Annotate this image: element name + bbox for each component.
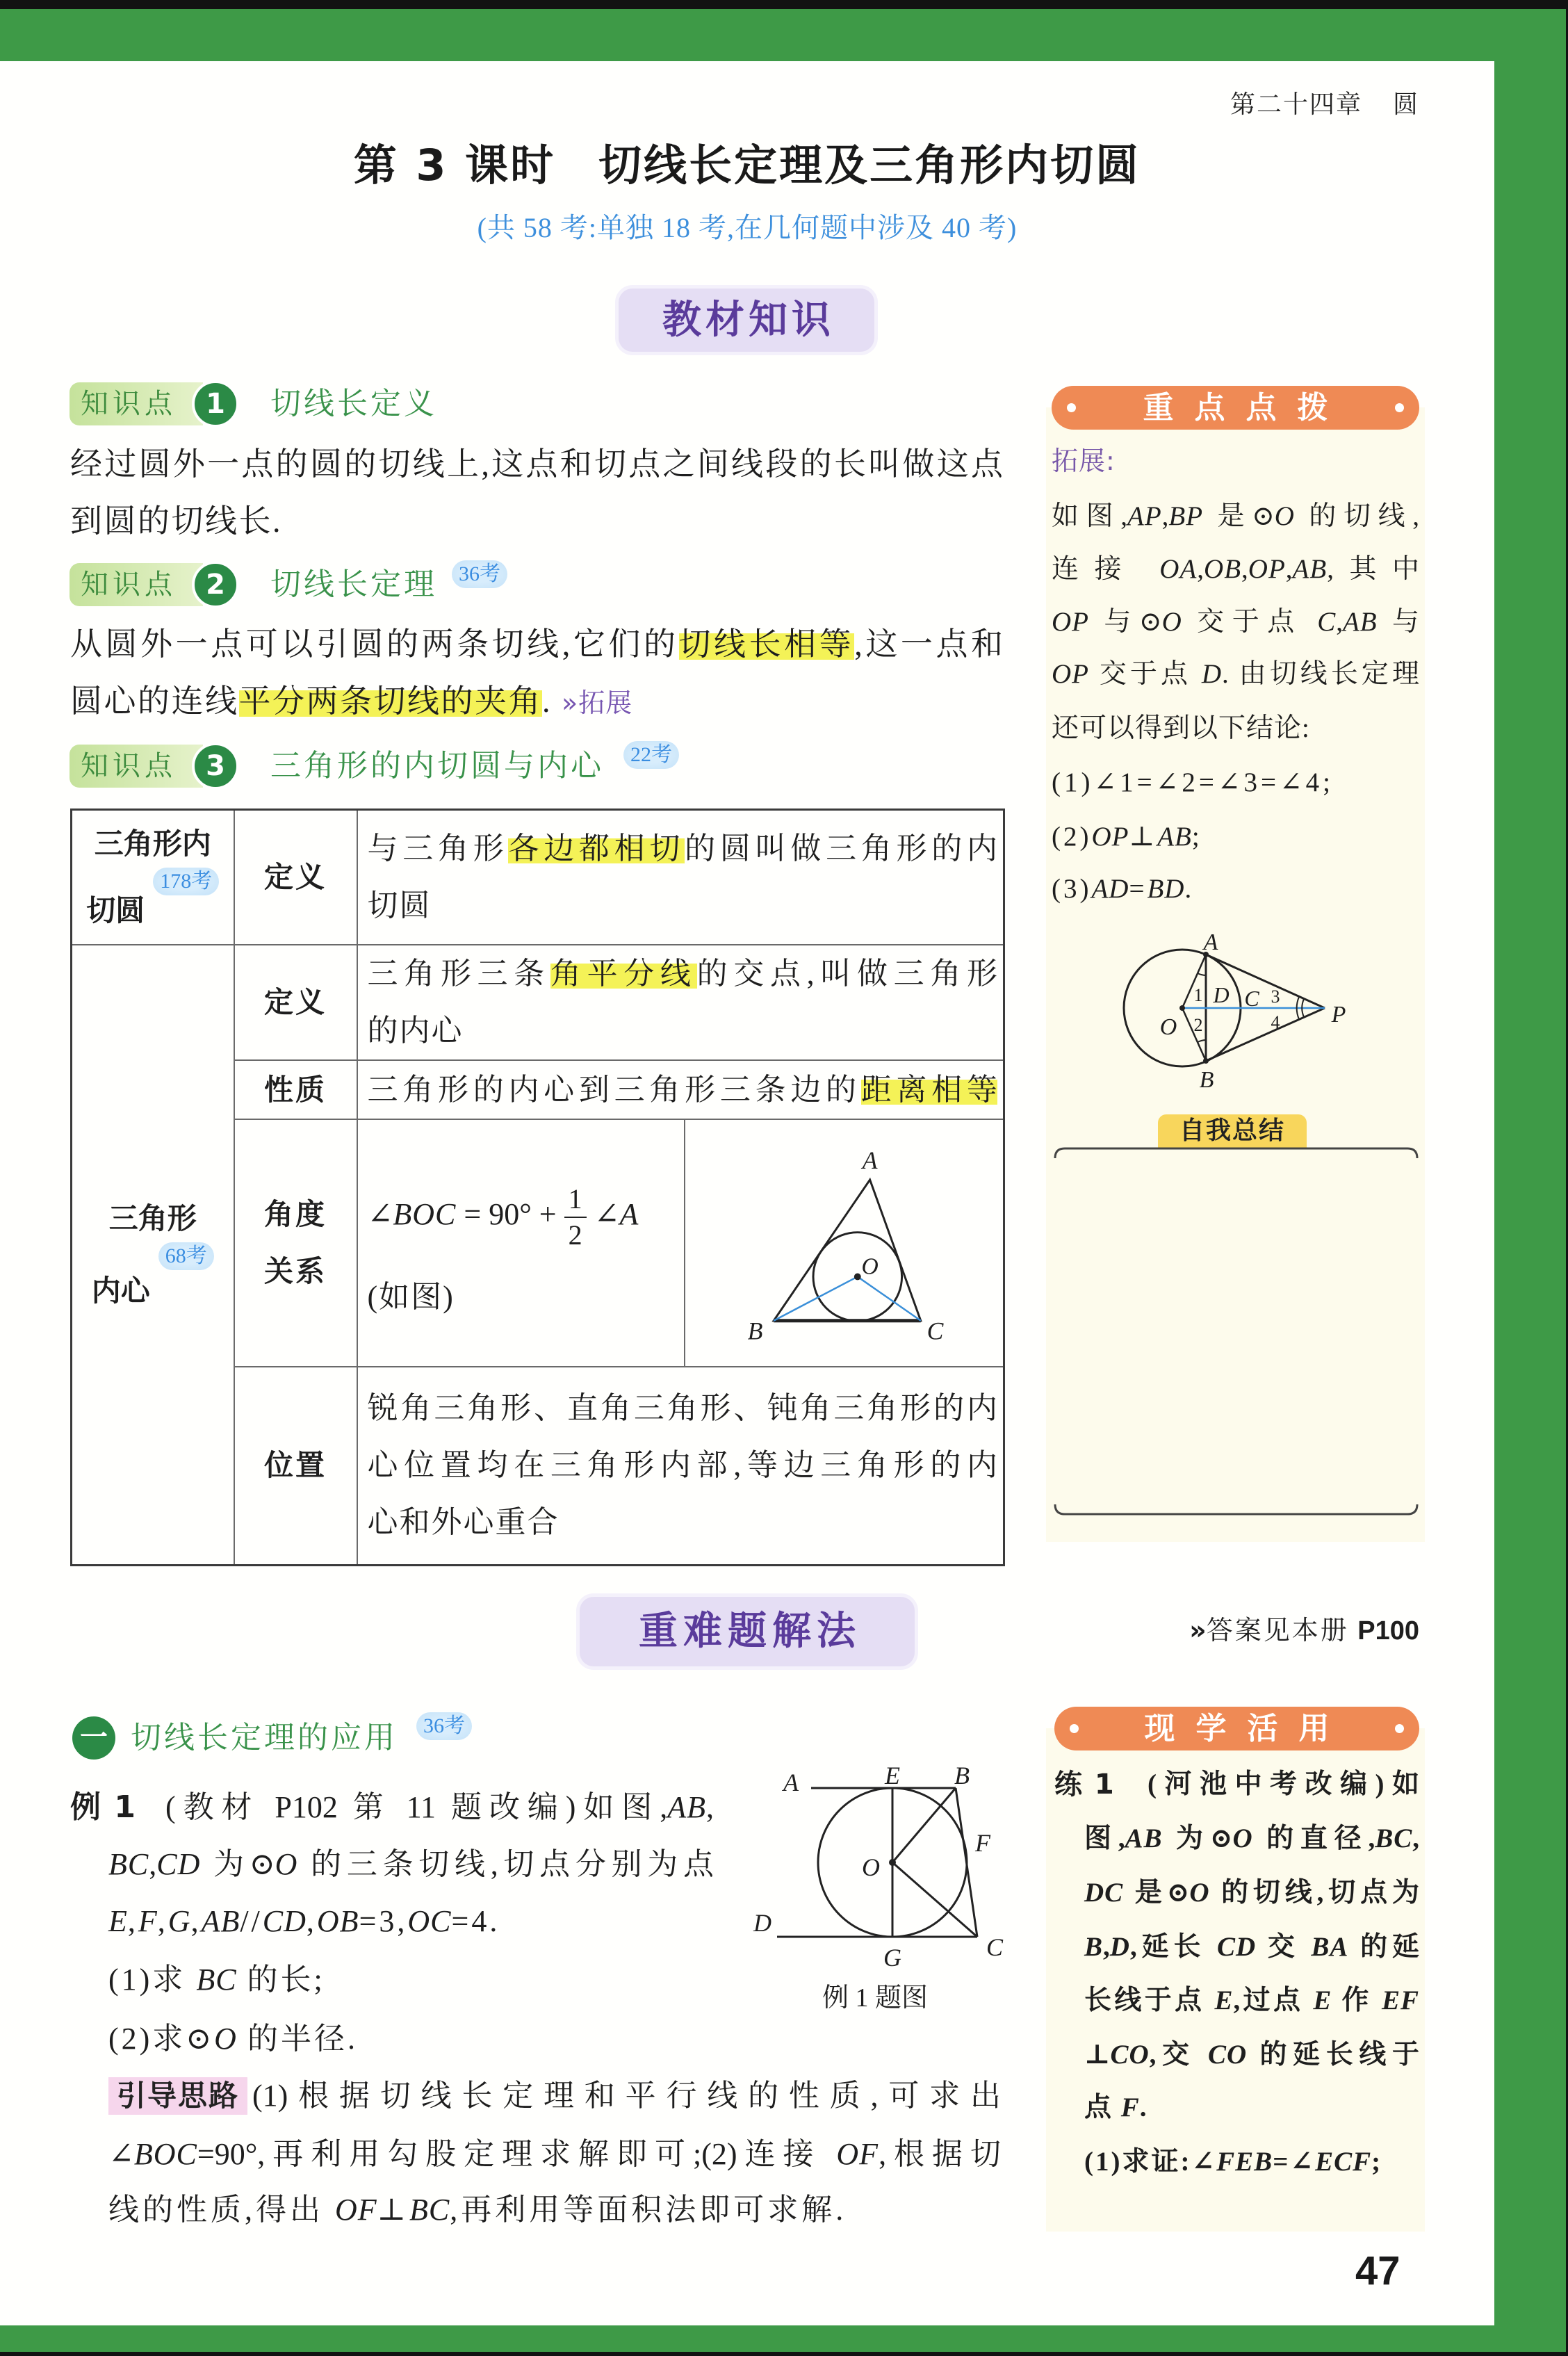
tips-line [1052, 497, 1419, 536]
incenter-exam-count-badge: 68考 [158, 1242, 214, 1270]
math-var: OF [836, 2137, 879, 2171]
table-cell [357, 945, 1004, 1060]
math-var: O [214, 2022, 237, 2056]
field-label: 性质 [234, 1060, 357, 1119]
kp1-title: 切线长定义 [270, 386, 437, 421]
example-question-1 [108, 1959, 325, 2001]
kp1-badge: 知识点 [70, 382, 203, 425]
cell-line [368, 945, 998, 1002]
text: ,再利用等面积法即可求解. [450, 2193, 847, 2227]
text: =3, [359, 1904, 408, 1938]
kp2-text-line [70, 681, 632, 722]
text: 还可以得到以下结论: [1052, 713, 1310, 743]
text: 的切线,切点为 [1209, 1878, 1419, 1908]
formula-note: (如图) [367, 1280, 455, 1314]
text: 经过圆外一点的圆的切线上,这点和切点之间线段的长叫做这点 [70, 446, 1003, 482]
formula-var: A [619, 1197, 639, 1231]
tips-line [1052, 550, 1419, 589]
highlight: 切线长相等 [678, 626, 855, 662]
text: , [1103, 1932, 1110, 1962]
math-var: BC [196, 1963, 237, 1997]
formula-cell [357, 1119, 685, 1367]
practice-line [1084, 1819, 1419, 1858]
lesson-prefix: 第 3 课时 [353, 140, 556, 190]
math-var: E [1214, 1985, 1234, 2015]
tangent-bc [956, 1788, 977, 1937]
math-var: O [1232, 1823, 1253, 1853]
text: 是⊙ [1123, 1878, 1190, 1908]
math-var: O [1189, 1878, 1210, 1908]
highlight: 距离相等 [860, 1072, 998, 1107]
scan-bottom-edge [0, 2352, 1568, 2356]
text: 点 [1084, 2093, 1121, 2122]
math-var: BD [1147, 874, 1185, 904]
text: 心和外心重合 [367, 1505, 560, 1540]
text: , [149, 1847, 157, 1881]
label-o: O [1159, 1014, 1177, 1040]
text: . [542, 683, 552, 719]
dot-icon [1070, 1724, 1079, 1733]
text: , [1412, 1823, 1419, 1853]
example-1-figure [751, 1752, 1015, 2016]
label-o: O [862, 1853, 880, 1881]
conclusion-3 [1052, 870, 1419, 909]
text: 的切线, [1294, 501, 1419, 531]
math-var: O [1161, 607, 1182, 637]
math-var: CD [262, 1904, 307, 1938]
kp3-exam-count-badge: 22考 [623, 741, 679, 769]
cell-line [368, 820, 998, 877]
math-var: DC [1084, 1878, 1124, 1908]
text: 长线于点 [1084, 1985, 1215, 2015]
segment-ob [774, 1276, 858, 1320]
cell-line [368, 877, 998, 934]
section-key-problems: 重难题解法 [580, 1597, 915, 1666]
tips-line [1052, 709, 1419, 748]
math-var: BC [409, 2193, 450, 2227]
highlight: 平分两条切线的夹角 [238, 683, 542, 719]
text: (教材 P102 第 11 题改编)如图, [165, 1790, 668, 1824]
answer-reference-text: 答案见本册 [1206, 1616, 1358, 1646]
text: 线的性质,得出 [108, 2193, 335, 2227]
math-var: B [1084, 1932, 1104, 1962]
math-var: CO [1110, 2040, 1150, 2070]
field-label: 定义 [234, 945, 357, 1060]
practice-header-label: 现学活用 [1144, 1711, 1350, 1746]
math-var: CD [156, 1847, 201, 1881]
hint-line [252, 2075, 1001, 2117]
label-e: E [885, 1762, 900, 1789]
fraction-bar [564, 1217, 587, 1218]
text: ; [1371, 2147, 1383, 2177]
example-label: 例 1 [70, 1789, 137, 1825]
text: 的延 [1348, 1932, 1419, 1962]
label-c: C [986, 1933, 1004, 1961]
row-header-line: 三角形内 [94, 827, 211, 861]
exam-stats: (共 58 考:单独 18 考,在几何题中涉及 40 考) [477, 212, 1018, 243]
math-var: OP [1052, 607, 1089, 637]
text: ,过点 [1233, 1985, 1314, 2015]
label-c: C [1244, 986, 1259, 1011]
math-var: D [1201, 659, 1223, 689]
kp2-exam-count-badge: 36考 [452, 560, 507, 588]
math-var: E [108, 1904, 128, 1938]
extension-label: 拓展: [1052, 446, 1116, 476]
extension-reference-link: »拓展 [562, 688, 633, 718]
label-b: B [747, 1317, 762, 1345]
text: . [1139, 2093, 1148, 2122]
math-var: FEB [1216, 2147, 1273, 2177]
tangent-length-figure [1112, 925, 1362, 1098]
incenter-point [854, 1274, 860, 1281]
text: . [1184, 874, 1195, 904]
table-cell [357, 1060, 1004, 1119]
text: (2) [1052, 822, 1092, 852]
text: 到圆的切线长. [70, 503, 282, 539]
math-var: OF [335, 2193, 377, 2227]
double-chevron-icon: » [1189, 1615, 1207, 1646]
kp2-title: 切线长定理 [270, 567, 437, 602]
practice-line [1084, 1981, 1419, 2020]
row-header-line [72, 870, 234, 944]
practice-source: (河池中考改编)如 [1148, 1769, 1419, 1799]
text: 锐角三角形、直角三角形、钝角三角形的内 [367, 1391, 997, 1426]
label-b: B [1199, 1067, 1214, 1093]
text: (1)根据切线长定理和平行线的性质,可求出 [252, 2079, 1001, 2113]
kp1-text-line [70, 444, 1003, 485]
cell-line [368, 1380, 998, 1437]
text: (1)求 [108, 1963, 197, 1997]
segment-ob [892, 1788, 956, 1862]
cell-line [368, 1002, 998, 1059]
text: , [157, 1904, 168, 1938]
scan-top-edge [0, 0, 1568, 9]
point-o [1179, 1005, 1185, 1011]
math-var: OP [1091, 822, 1129, 852]
angle-formula [368, 1173, 639, 1256]
text: 为⊙ [200, 1847, 275, 1881]
kp1-number-icon: 1 [192, 380, 239, 428]
text: 是⊙ [1203, 501, 1275, 531]
math-var: OP [1248, 554, 1286, 584]
section-textbook-knowledge: 教材知识 [619, 289, 874, 352]
text: 从圆外一点可以引圆的两条切线,它们的 [70, 626, 679, 662]
label-a: A [862, 1146, 877, 1175]
answer-page: P100 [1357, 1616, 1419, 1646]
fraction-numerator: 1 [568, 1183, 582, 1214]
point-o [889, 1859, 896, 1866]
tips-line [1052, 603, 1419, 642]
segment-oc [857, 1276, 920, 1320]
field-label [234, 1119, 357, 1367]
text: . 由切线长定理 [1222, 659, 1419, 689]
math-var: CD [1217, 1932, 1257, 1962]
math-var: AB [201, 1904, 240, 1938]
point-b [1203, 1058, 1209, 1064]
text: 三角形三条 [367, 957, 550, 991]
label-o: O [860, 1253, 879, 1280]
hint-label: 引导思路 [108, 2077, 247, 2115]
math-var: G [168, 1904, 191, 1938]
text: , [1161, 501, 1169, 531]
lesson-name: 切线长定理及三角形内切圆 [598, 140, 1141, 190]
label-p: P [1331, 1002, 1346, 1027]
dot-icon [1067, 403, 1076, 412]
label-angle-3: 3 [1271, 986, 1280, 1007]
row-header-text: 内心 [91, 1273, 150, 1308]
incircle-incenter-table [70, 809, 1005, 1566]
text: 切圆 [367, 888, 432, 923]
segment-oc [892, 1862, 977, 1937]
text: (1)∠1=∠2=∠3=∠4; [1052, 767, 1334, 797]
math-var: O [1274, 501, 1295, 531]
tips-header-label: 重点点拨 [1143, 390, 1349, 425]
label-a: A [1203, 929, 1218, 955]
text: ,交 [1149, 2040, 1208, 2070]
math-var: AB [1157, 822, 1192, 852]
triangle-abc [774, 1180, 921, 1321]
angle-2-arc [1198, 1040, 1206, 1042]
text: ⊥ [1129, 822, 1158, 852]
text: ; [1191, 822, 1202, 852]
row-header-line [72, 1244, 234, 1327]
math-var: BOC [133, 2137, 197, 2171]
text: ,根据切 [879, 2137, 1001, 2171]
math-var: AP [1127, 501, 1162, 531]
dot-icon [1395, 1724, 1404, 1733]
text: , [1197, 554, 1204, 584]
summary-box-top [1055, 1148, 1417, 1158]
text: 的长; [236, 1963, 325, 1997]
text: 三角形的内心到三角形三条边的 [367, 1072, 861, 1107]
practice-header [1054, 1707, 1419, 1750]
text: ⊥ [377, 2193, 410, 2227]
row-header-incenter [72, 945, 234, 1565]
field-label-line: 关系 [263, 1254, 327, 1288]
hint-line [108, 2134, 1001, 2175]
text: 的交点,叫做三角形 [696, 957, 998, 991]
incircle-exam-count-badge: 178考 [153, 868, 219, 895]
text: ,其中 [1327, 554, 1419, 584]
field-label-line: 角度 [263, 1197, 327, 1231]
conclusion-2 [1052, 818, 1419, 856]
angle-symbol: ∠ [367, 1197, 393, 1231]
math-var: AB [1342, 607, 1378, 637]
text: 的三条切线,切点分别为点 [297, 1847, 714, 1881]
text: 圆心的连线 [70, 683, 239, 719]
text: , [1285, 554, 1293, 584]
text: =90°,再利用勾股定理求解即可;(2)连接 [197, 2137, 837, 2171]
math-var: BC [1375, 1823, 1413, 1853]
answer-reference [1140, 1613, 1419, 1648]
topic-number-icon: 一 [72, 1716, 115, 1760]
tips-line [1052, 655, 1419, 694]
dot-icon [1395, 403, 1404, 412]
fraction-denominator: 2 [568, 1219, 582, 1251]
text: 交于点 [1182, 607, 1318, 637]
formula-var: BOC [393, 1197, 457, 1231]
figure-cell [685, 1119, 1004, 1367]
chapter-title: 圆 [1392, 90, 1419, 119]
math-var: BC [108, 1847, 149, 1881]
example-line [108, 1844, 714, 1885]
label-a: A [783, 1769, 799, 1796]
text: ,延长 [1129, 1932, 1218, 1962]
kp2-number-icon: 2 [192, 561, 239, 608]
text: 交 [1256, 1932, 1312, 1962]
tips-header [1052, 386, 1419, 430]
table-cell [357, 1367, 1004, 1565]
kp1-text-line [70, 501, 282, 542]
text: 与⊙ [1089, 607, 1162, 637]
row-header-line: 三角形 [108, 1201, 197, 1235]
fraction [564, 1183, 587, 1251]
cell-line [368, 1437, 998, 1494]
kp2-badge: 知识点 [70, 563, 203, 606]
hint-line [108, 2189, 847, 2231]
math-var: F [1120, 2093, 1140, 2122]
chapter-header [1140, 89, 1419, 121]
formula-text: = 90° + [456, 1197, 564, 1231]
label-d: D [1213, 982, 1230, 1007]
text: 的半径. [236, 2022, 358, 2056]
math-var: OP [1052, 659, 1089, 689]
practice-label: 练 1 [1054, 1769, 1116, 1801]
highlight: 角平分线 [550, 957, 697, 991]
math-var: OC [407, 1904, 452, 1938]
math-var: CO [1207, 2040, 1248, 2070]
highlight: 各边都相切 [508, 831, 685, 866]
text: 心位置均在三角形内部,等边三角形的内 [367, 1448, 997, 1483]
chapter-number: 第二十四章 [1230, 90, 1362, 119]
practice-line [1084, 1874, 1419, 1912]
conclusion-1 [1052, 763, 1419, 802]
text: 与 [1377, 607, 1419, 637]
kp3-title: 三角形的内切圆与内心 [270, 748, 604, 783]
math-var: C [1317, 607, 1337, 637]
text: ∠ [108, 2137, 134, 2171]
cell-line [368, 1494, 998, 1551]
text: 如图, [1052, 501, 1128, 531]
text: (3) [1052, 874, 1092, 904]
math-var: EF [1381, 1985, 1419, 2015]
example-question-2 [108, 2018, 358, 2060]
text: , [127, 1904, 138, 1938]
label-angle-2: 2 [1193, 1015, 1203, 1035]
math-var: AD [1091, 874, 1129, 904]
text: (2)求⊙ [108, 2022, 215, 2056]
label-angle-1: 1 [1193, 985, 1203, 1005]
math-var: BA [1311, 1932, 1349, 1962]
text: 的延长线于 [1247, 2040, 1419, 2070]
kp3-number-icon: 3 [192, 742, 239, 790]
text: ⊥ [1084, 2040, 1111, 2070]
example-line [108, 1901, 500, 1942]
practice-line [1084, 1928, 1419, 1967]
text: =∠ [1273, 2147, 1316, 2177]
field-label: 定义 [234, 810, 357, 945]
math-var: O [275, 1847, 298, 1881]
row-header-text: 切圆 [86, 893, 145, 927]
text: , [1336, 607, 1343, 637]
angle-1-arc [1198, 973, 1206, 975]
kp3-badge: 知识点 [70, 745, 203, 788]
math-var: OB [316, 1904, 359, 1938]
text: // [240, 1904, 263, 1938]
topic-exam-count-badge: 36考 [416, 1712, 472, 1740]
text: ,这一点和 [854, 626, 1004, 662]
math-var: ECF [1315, 2147, 1372, 2177]
math-var: F [138, 1904, 158, 1938]
practice-question-1 [1084, 2143, 1382, 2182]
table-cell [357, 810, 1004, 945]
text: , [706, 1790, 714, 1824]
text: 作 [1332, 1985, 1382, 2015]
row-header-incircle [72, 810, 234, 945]
text: 的直径, [1252, 1823, 1375, 1853]
math-var: AB [1125, 1823, 1163, 1853]
text: =4. [451, 1904, 500, 1938]
topic-title: 切线长定理的应用 [131, 1720, 398, 1755]
text: 为⊙ [1162, 1823, 1233, 1853]
angle-symbol: ∠ [586, 1197, 620, 1231]
figure-caption: 例 1 题图 [822, 1983, 929, 2013]
cell-line [368, 1062, 998, 1119]
text: 的圆叫做三角形的内 [685, 831, 998, 866]
math-var: OB [1204, 554, 1242, 584]
text: , [190, 1904, 202, 1938]
math-var: BP [1168, 501, 1204, 531]
math-var: AB [667, 1790, 706, 1824]
math-var: E [1313, 1985, 1332, 2015]
tangent-bp [1206, 1008, 1325, 1061]
practice-line [1084, 2088, 1148, 2127]
text: 的内心 [367, 1014, 464, 1048]
text: 交于点 [1089, 659, 1202, 689]
label-g: G [883, 1944, 901, 1972]
incircle-triangle-figure [685, 1121, 1005, 1365]
text: 连接 [1052, 554, 1160, 584]
label-d: D [753, 1909, 771, 1937]
example-line [165, 1787, 714, 1828]
math-var: D [1109, 1932, 1130, 1962]
label-angle-4: 4 [1271, 1012, 1280, 1032]
practice-line [1084, 2036, 1419, 2074]
self-summary-box [1050, 1140, 1425, 1522]
label-f: F [975, 1829, 990, 1857]
text: 与三角形 [367, 831, 509, 866]
math-var: OA [1159, 554, 1198, 584]
label-c: C [926, 1317, 943, 1345]
summary-box-bottom [1055, 1504, 1417, 1514]
page-number: 47 [1355, 2248, 1400, 2293]
text: = [1129, 874, 1148, 904]
table-row [72, 810, 1004, 945]
kp2-text-line [70, 624, 1003, 665]
text: (1)求证:∠ [1084, 2147, 1217, 2177]
label-b: B [954, 1762, 970, 1789]
text: , [1241, 554, 1248, 584]
text: , [306, 1904, 317, 1938]
field-label: 位置 [234, 1367, 357, 1565]
self-summary-label: 自我总结 [1158, 1114, 1307, 1148]
math-var: AB [1292, 554, 1328, 584]
table-row [72, 945, 1004, 1060]
text: 图, [1084, 1823, 1125, 1853]
lesson-title [0, 138, 1494, 193]
